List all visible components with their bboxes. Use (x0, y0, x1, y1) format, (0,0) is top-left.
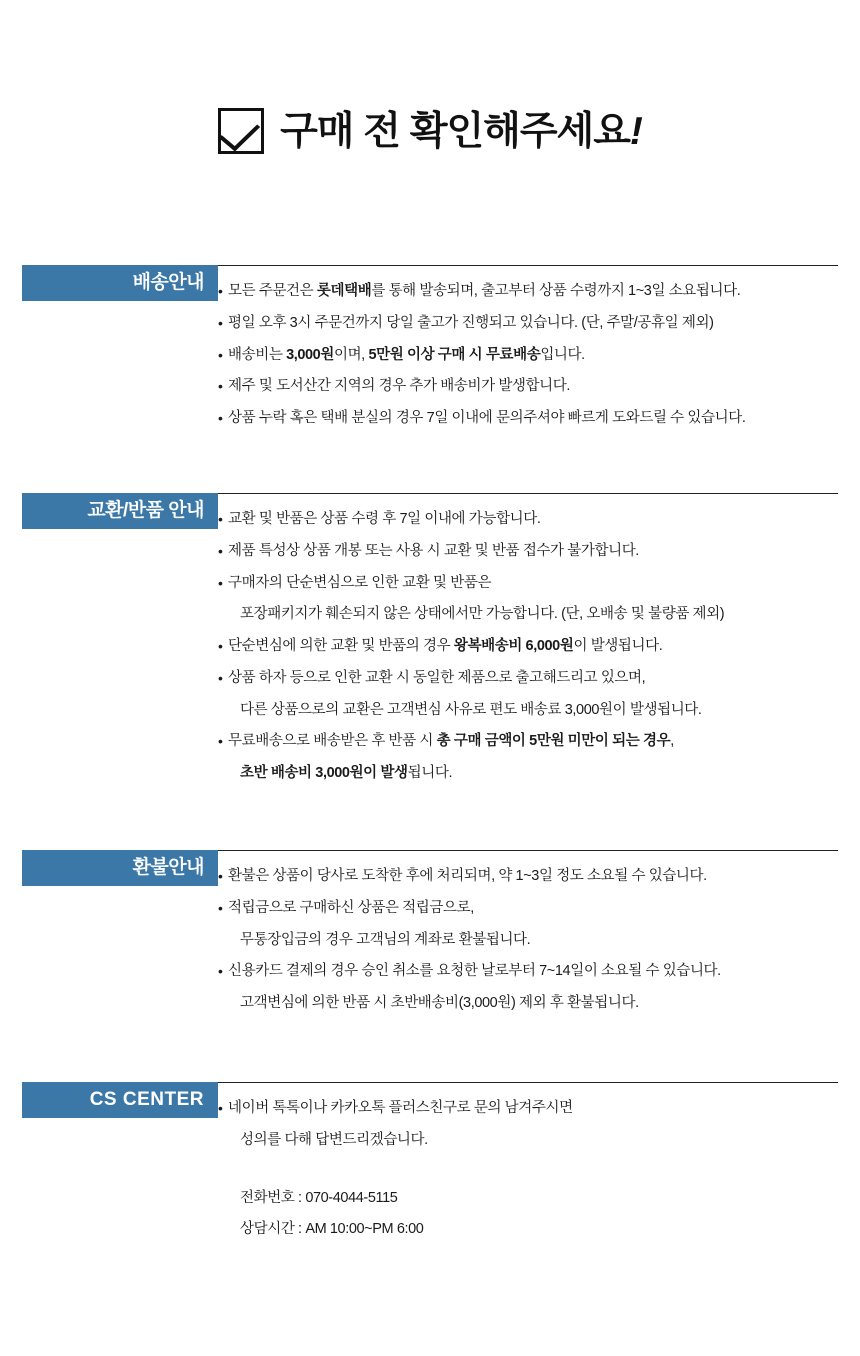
line-text: 네이버 톡톡이나 카카오톡 플러스친구로 문의 남겨주시면 (228, 1100, 573, 1116)
page-title (0, 0, 860, 154)
emphasis-text: 3,000원 (286, 346, 334, 363)
section-body (218, 850, 838, 1020)
notice-line (218, 568, 838, 600)
section-4 (0, 1082, 860, 1246)
notice-line (218, 925, 838, 957)
emphasis-text: 왕복배송비 6,000원 (453, 638, 574, 654)
notice-line (218, 340, 838, 372)
section-tag: CS CENTER (22, 1082, 218, 1118)
notice-line (218, 308, 838, 340)
notice-line (218, 956, 838, 988)
notice-line (218, 1125, 838, 1157)
emphasis-text: 총 구매 금액이 5만원 미만이 되는 경우 (436, 733, 671, 750)
line-text: 고객변심에 의한 반품 시 초반배송비(3,000원) 제외 후 환불됩니다. (240, 995, 639, 1011)
line-text: 성의를 다해 답변드리겠습니다. (240, 1131, 428, 1148)
line-text: 구매자의 단순변심으로 인한 교환 및 반품은 (228, 574, 492, 591)
section-tag: 배송안내 (22, 265, 218, 301)
line-text: 포장패키지가 훼손되지 않은 상태에서만 가능합니다. (단, 오배송 및 불량품 제외) (240, 606, 725, 623)
notice-line (218, 599, 838, 631)
checkbox-check-icon (218, 108, 264, 154)
notice-line (218, 988, 838, 1020)
emphasis-text: 롯데택배 (316, 283, 372, 299)
line-text: 됩니다. (407, 765, 453, 781)
page-title-text (280, 109, 642, 153)
line-text: 신용카드 결제의 경우 승인 취소를 요청한 날로부터 7~14일이 소요될 수 있습니다. (228, 963, 721, 980)
notice-line (218, 1214, 838, 1246)
emphasis-text: 5만원 이상 구매 시 무료배송 (368, 346, 541, 363)
notice-line (218, 726, 838, 758)
spacer (218, 1157, 838, 1183)
section-2 (0, 493, 860, 790)
line-text: 적립금으로 구매하신 상품은 적립금으로, (228, 899, 474, 916)
page-title-label: 구매 전 확인해주세요 (280, 109, 630, 153)
line-text: , (670, 733, 674, 750)
section-tag: 환불안내 (22, 850, 218, 886)
line-text: 모든 주문건은 (228, 283, 317, 299)
line-text: 무료배송으로 배송받은 후 반품 시 (228, 733, 437, 750)
line-text: 배송비는 (228, 346, 287, 363)
notice-line (218, 861, 838, 893)
notice-line (218, 663, 838, 695)
line-text: 이며, (333, 346, 369, 363)
line-text: 제주 및 도서산간 지역의 경우 추가 배송비가 발생합니다. (228, 378, 570, 395)
line-text: 상담시간 : AM 10:00~PM 6:00 (240, 1221, 424, 1238)
notice-line (218, 631, 838, 663)
notice-line (218, 371, 838, 403)
emphasis-text: 초반 배송비 3,000원이 발생 (240, 765, 408, 781)
line-text: 상품 하자 등으로 인한 교환 시 동일한 제품으로 출고해드리고 있으며, (228, 669, 646, 686)
page-title-exclamation: ! (629, 109, 642, 153)
line-text: 단순변심에 의한 교환 및 반품의 경우 (228, 638, 454, 654)
line-text: 이 발생됩니다. (573, 638, 663, 654)
line-text: 를 통해 발송되며, 출고부터 상품 수령까지 1~3일 소요됩니다. (371, 283, 741, 299)
notice-line (218, 536, 838, 568)
notice-line (218, 1093, 838, 1125)
section-body (218, 265, 838, 435)
line-text: 제품 특성상 상품 개봉 또는 사용 시 교환 및 반품 접수가 불가합니다. (228, 542, 639, 559)
notice-line (218, 1183, 838, 1215)
line-text: 교환 및 반품은 상품 수령 후 7일 이내에 가능합니다. (228, 511, 541, 527)
notice-line (218, 403, 838, 435)
line-text: 다른 상품으로의 교환은 고객변심 사유로 편도 배송료 3,000원이 발생됩니다. (240, 701, 702, 718)
line-text: 평일 오후 3시 주문건까지 당일 출고가 진행되고 있습니다. (단, 주말/공휴일 제외) (228, 314, 714, 331)
line-text: 전화번호 : 070-4044-5115 (240, 1189, 398, 1206)
line-text: 무통장입금의 경우 고객님의 계좌로 환불됩니다. (240, 931, 531, 948)
line-text: 환불은 상품이 당사로 도착한 후에 처리되며, 약 1~3일 정도 소요될 수 있습니다. (228, 868, 707, 884)
notice-line (218, 758, 838, 790)
line-text: 상품 누락 혹은 택배 분실의 경우 7일 이내에 문의주셔야 빠르게 도와드릴 수 있습니다. (228, 410, 746, 426)
section-1 (0, 265, 860, 435)
notice-line (218, 276, 838, 308)
notice-line (218, 504, 838, 536)
notice-line (218, 695, 838, 727)
section-body (218, 493, 838, 790)
section-tag: 교환/반품 안내 (22, 493, 218, 529)
notice-line (218, 893, 838, 925)
section-3 (0, 850, 860, 1020)
line-text: 입니다. (540, 346, 585, 363)
section-body (218, 1082, 838, 1246)
